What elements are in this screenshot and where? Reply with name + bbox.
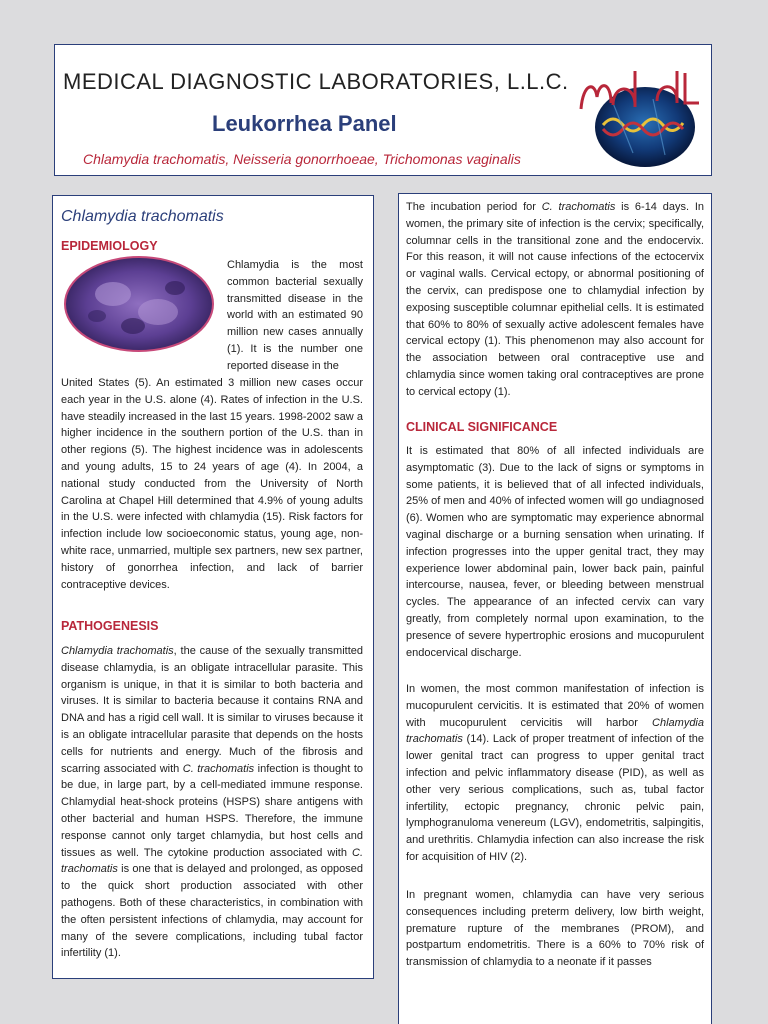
epidemiology-wrap-text: Chlamydia is the most common bacterial sexually transmitted disease in the world with an estimated 90 million new cases annually (1). It is the number one reported disease in the	[227, 259, 363, 372]
header-box	[54, 44, 712, 176]
clinical-text-p1: It is estimated that 80% of all infected individuals are asymptomatic (3). Due to the lack of signs or symptoms in some patients, it is believed that of all infected individuals, 25% of men and 40% of infected women will go undiagnosed (6). Women who are symptomatic may experience abnormal vaginal discharge or a burning sensation when urinating. If infection progresses into the upper genital tract, they may experience lower abdominal pain, lower back pain, painful intercourse, nausea, fever, or bleeding between menstrual cycles. The appearance of an infected cervix can vary greatly, from completely normal upon examination, to the presence of severe hypertrophic erosions and mucopurulent endocervical discharge.	[406, 445, 704, 659]
left-column	[52, 195, 374, 979]
organism-name: Chlamydia trachomatis	[406, 716, 704, 746]
clinical-text-part: In women, the most common manifestation of infection is mucopurulent cervicitis. It is estimated that 20% of women with mucopurulent cervicitis will harbor	[406, 683, 704, 729]
organism-name: C. trachomatis	[182, 762, 255, 775]
pathogenesis-heading: PATHOGENESIS	[61, 619, 159, 633]
incubation-text	[406, 199, 704, 401]
pathogenesis-text-part: , the cause of the sexually transmitted disease chlamydia, is an obligate intracellular parasite. This organism is unique, in that it is similar to both bacteria and viruses. It is similar to bacteria because it contains RNA and DNA and has a rigid cell wall. It is similar to viruses because it is an obligate intracellular parasite that depends on the hosts cells for nutrients and energy. Much of the fibrosis and scarring associated with	[61, 645, 363, 775]
clinical-text-p3: In pregnant women, chlamydia can have very serious consequences including preterm delivery, low birth weight, premature rupture of the membranes (PROM), and postpartum endometritis. There is a 60% to 70% risk of transmission of chlamydia to a neonate if it passes	[406, 889, 704, 969]
organism-name: C. trachomatis	[61, 846, 363, 876]
chlamydia-micrograph	[63, 254, 215, 354]
pathogenesis-text-part: infection is thought to be due, in large part, by a cell-mediated immune response. Chlamydial heat-shock proteins (HSPS) share antigens with other bacterial and human HSPS. Therefore, the immune response cannot only target chlamydia, but host cells and tissues as well. The cytokine production associated with	[61, 762, 363, 859]
epidemiology-text: United States (5). An estimated 3 million new cases occur each year in the U.S. alone (4). Rates of infection in the U.S. have steadily increased in the last 15 years. 1998-2002 saw a higher incidence in the southern portion of the U.S. than in other regions (5). The highest incidence was in adolescents and young adults, 15 to 24 years of age (4). In 2004, a national study conducted from the University of North Carolina at Chapel Hill determined that 4.9% of young adults in the U.S. were infected with chlamydia (15). Risk factors for infection include low socioeconomic status, young age, non-white race, unmarried, multiple sex partners, new sex partner, history of gonorrhea infection, and lack of barrier contraceptive devices.	[61, 377, 363, 591]
pathogenesis-text-part: is one that is delayed and prolonged, as opposed to the quick short production associated with other pathogens. Both of these characteristics, in combination with the often persistent infections of chlamydia, may account for many of the severe complications, including tubal factor infertility (1).	[61, 863, 363, 960]
org-name: MEDICAL DIAGNOSTIC LABORATORIES, L.L.C.	[63, 69, 569, 94]
clinical-text-part: (14). Lack of proper treatment of infection of the lower genital tract can progress to upper genital tract infection and pelvic inflammatory disease (PID), as well as other very serious complications, such as, tubal factor infertility, ectopic pregnancy, chronic pelvic pain, lymphogranuloma venereum (LGV), endometritis, salpingitis, and urethritis. Chlamydia infection can also increase the risk for acquisition of HIV (2).	[406, 733, 704, 863]
logo-text: mdl	[573, 63, 575, 64]
pathogenesis-text	[61, 643, 363, 962]
right-column	[398, 193, 712, 1024]
incubation-text-part: is 6-14 days. In women, the primary site of infection is the cervix; specifically, columnar cells in the transitional zone and the endocervix. For this reason, it will not cause infections of the ectocervix or vaginal walls. Cervical ectopy, or abnormal positioning of the cervix, can predispose one to chlamydial infection by exposing susceptible columnar epithelial cells. It is estimated that 60% to 80% of sexually active adolescent females have cervical ectopy (1). This phenomenon may also account for the association between oral contraceptive use and chlamydia since women taking oral contraceptives are prone to cervical ectopy (1).	[406, 201, 704, 398]
panel-subtitle: Chlamydia trachomatis, Neisseria gonorrhoeae, Trichomonas vaginalis	[83, 151, 521, 167]
clinical-significance-heading: CLINICAL SIGNIFICANCE	[406, 420, 558, 434]
incubation-text-part: The incubation period for	[406, 201, 542, 213]
organism-name: Chlamydia trachomatis	[61, 645, 174, 657]
epidemiology-heading: EPIDEMIOLOGY	[61, 239, 158, 253]
section-title: Chlamydia trachomatis	[61, 208, 224, 225]
panel-title: Leukorrhea Panel	[212, 111, 397, 136]
clinical-text-p2	[406, 681, 704, 866]
mdl-logo	[573, 63, 705, 171]
organism-name: C. trachomatis	[541, 201, 616, 213]
